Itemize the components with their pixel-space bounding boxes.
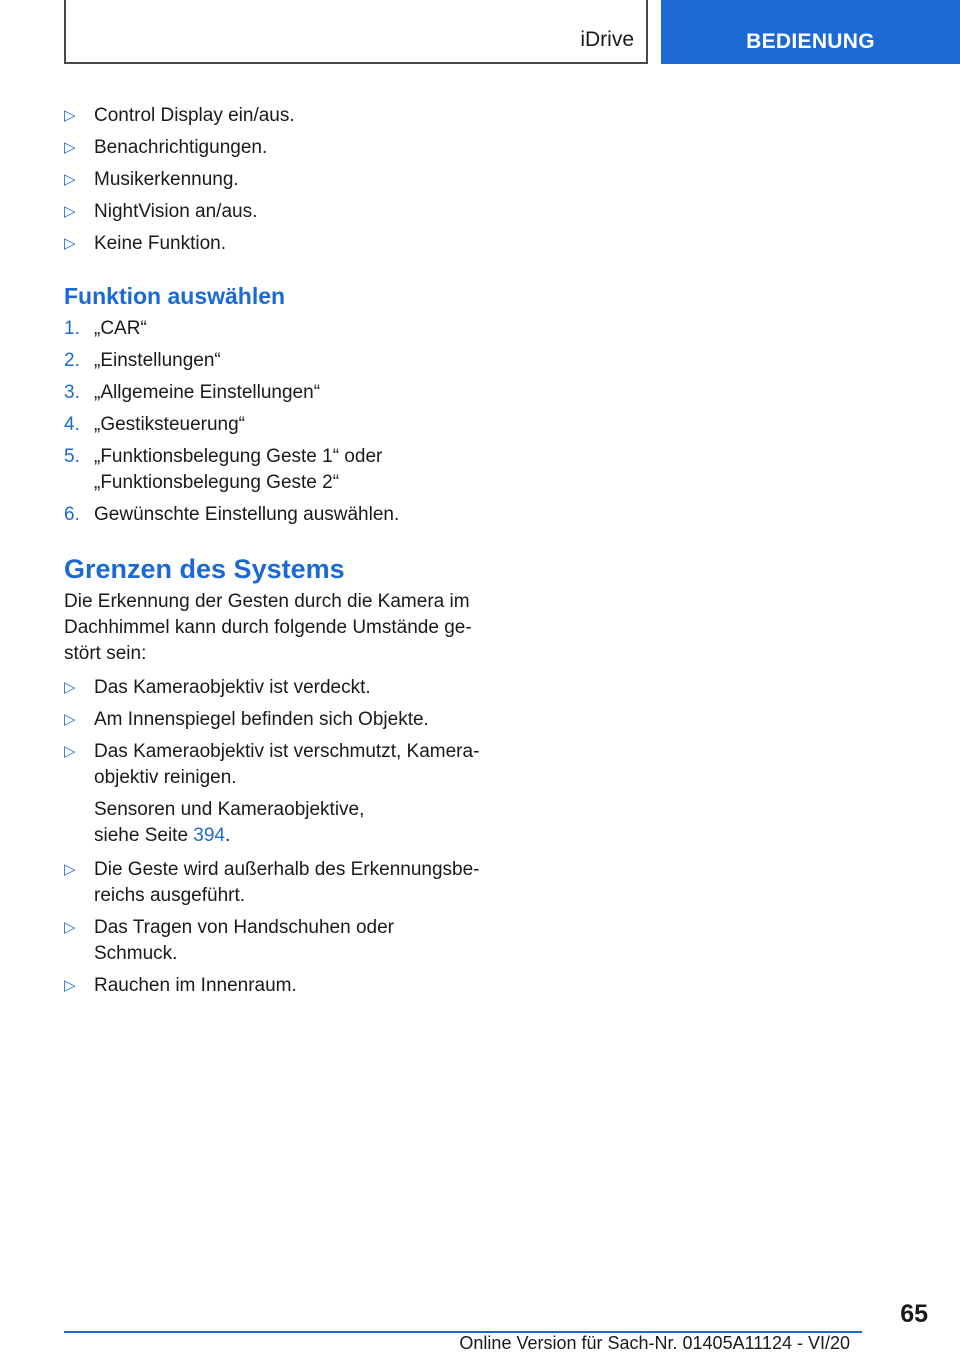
step-item [64, 444, 434, 496]
note-text: Sensoren und Kameraobjektive, siehe Seite [94, 799, 365, 846]
list-item-text: Die Geste wird außerhalb des Erkennungsbereichs ausgeführt. [94, 859, 480, 906]
list-item-text: Control Display ein/aus. [94, 105, 295, 126]
list-item-text: Das Kameraobjektiv ist verdeckt. [94, 677, 371, 698]
page-content [64, 103, 484, 1005]
triangle-right-icon: ▷ [64, 977, 76, 994]
triangle-right-icon: ▷ [64, 679, 76, 696]
list-item [64, 915, 434, 967]
triangle-right-icon: ▷ [64, 203, 76, 220]
step-item [64, 316, 484, 342]
triangle-right-icon: ▷ [64, 107, 76, 124]
step-number: 5. [64, 446, 80, 467]
section-heading-system-limits: Grenzen des Systems [64, 554, 345, 584]
step-text: „Allgemeine Einstellungen“ [94, 382, 321, 403]
step-text: „Einstellungen“ [94, 350, 221, 371]
list-item [64, 857, 484, 909]
step-item [64, 380, 484, 406]
list-item [64, 739, 484, 791]
step-item [64, 502, 484, 528]
triangle-right-icon: ▷ [64, 743, 76, 760]
triangle-right-icon: ▷ [64, 139, 76, 156]
triangle-right-icon: ▷ [64, 711, 76, 728]
triangle-right-icon: ▷ [64, 919, 76, 936]
triangle-right-icon: ▷ [64, 235, 76, 252]
list-item-text: Das Kameraobjektiv ist verschmutzt, Kameraobjektiv reinigen. [94, 741, 480, 788]
list-item-text: Benachrichtigungen. [94, 137, 268, 158]
list-item [64, 135, 484, 161]
list-item-text: Rauchen im Innenraum. [94, 975, 297, 996]
triangle-right-icon: ▷ [64, 171, 76, 188]
list-item-text: Keine Funktion. [94, 233, 227, 254]
section-heading-select-function: Funktion auswählen [64, 283, 286, 309]
header-section-title: BEDIENUNG [746, 30, 875, 53]
cross-reference-note [64, 797, 414, 849]
list-item [64, 675, 484, 701]
step-number: 1. [64, 318, 80, 339]
page-number: 65 [900, 1300, 928, 1328]
step-text: Gewünschte Einstellung auswählen. [94, 504, 400, 525]
list-item [64, 167, 484, 193]
triangle-right-icon: ▷ [64, 861, 76, 878]
step-text: „Gestiksteuerung“ [94, 414, 246, 435]
page-reference-link[interactable]: 394 [193, 825, 225, 846]
step-item [64, 412, 484, 438]
step-number: 4. [64, 414, 80, 435]
list-item-text: Musikerkennung. [94, 169, 239, 190]
step-item [64, 348, 484, 374]
step-number: 6. [64, 504, 80, 525]
step-text: „CAR“ [94, 318, 147, 339]
step-text: „Funktionsbelegung Geste 1“ oder „Funktionsbelegung Geste 2“ [94, 446, 383, 493]
list-item [64, 199, 484, 225]
list-item [64, 103, 484, 129]
header-section-tab[interactable] [661, 0, 960, 64]
list-item-text: Das Tragen von Handschuhen oder Schmuck. [94, 917, 394, 964]
limits-intro: Die Erkennung der Gesten durch die Kamera im Dachhimmel kann durch folgende Umstände gestört sein: [64, 591, 472, 664]
step-number: 3. [64, 382, 80, 403]
header-chapter-box [64, 0, 648, 64]
list-item-text: NightVision an/aus. [94, 201, 258, 222]
footer-version-text: Online Version für Sach-Nr. 01405A11124 - VI/20 [459, 1333, 850, 1353]
list-item-text: Am Innenspiegel befinden sich Objekte. [94, 709, 429, 730]
step-number: 2. [64, 350, 80, 371]
list-item [64, 707, 484, 733]
list-item [64, 973, 484, 999]
header-chapter-title: iDrive [580, 28, 634, 51]
note-suffix: . [225, 825, 231, 846]
list-item [64, 231, 484, 257]
